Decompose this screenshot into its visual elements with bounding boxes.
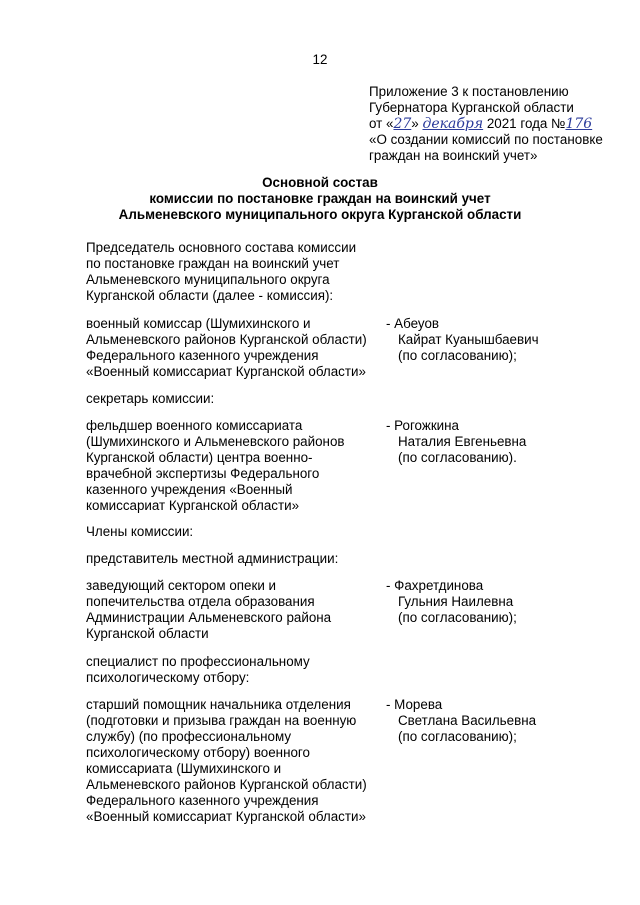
member-surname: - Морева — [386, 697, 443, 712]
position-line: комиссариат Курганской области» — [86, 498, 300, 513]
member-3-position — [86, 578, 386, 642]
secretary-heading — [86, 391, 386, 407]
appendix-line-4: «О создании комиссий по постановке — [369, 132, 603, 147]
position-line: военный комиссар (Шумихинского и — [86, 316, 311, 331]
page-number: 12 — [312, 52, 328, 67]
position-line: службу) (по профессиональному — [86, 729, 292, 744]
position-line: (подготовки и призыва граждан на военную — [86, 713, 357, 728]
position-line: Курганской области) центра военно- — [86, 450, 313, 465]
secretary-heading-text: секретарь комиссии: — [86, 391, 215, 406]
position-line: Курганской области — [86, 626, 209, 641]
appendix-line-1: Приложение 3 к постановлению — [369, 84, 569, 99]
local-admin-heading — [86, 551, 386, 567]
member-4-name — [386, 697, 636, 745]
handwritten-number: 176 — [565, 116, 593, 132]
member-1-position — [86, 316, 386, 380]
position-line: «Военный комиссариат Курганской области» — [86, 364, 366, 379]
member-4-position — [86, 697, 386, 825]
title-line-1: Основной состав — [262, 175, 378, 190]
handwritten-month: декабря — [422, 116, 484, 132]
members-heading-text: Члены комиссии: — [86, 524, 194, 539]
psych-heading-line: психологическому отбору: — [86, 670, 250, 685]
position-line: попечительства отдела образования — [86, 594, 315, 609]
appendix-line-2: Губернатора Курганской области — [369, 100, 574, 115]
position-line: (Шумихинского и Альменевского районов — [86, 434, 345, 449]
member-2-name — [386, 418, 636, 466]
chair-heading-line: по постановке граждан на воинский учет — [86, 256, 340, 271]
position-line: старший помощник начальника отделения — [86, 697, 351, 712]
document-title — [0, 175, 640, 223]
appendix-line-3 — [369, 116, 629, 132]
appendix-date-prefix: от « — [369, 116, 394, 131]
member-given-names: Кайрат Куанышбаевич — [398, 332, 539, 347]
position-line: психологическому отбору) военного — [86, 745, 310, 760]
appendix-header — [369, 84, 629, 164]
position-line: казенного учреждения «Военный — [86, 482, 293, 497]
position-line: комиссариата (Шумихинского и — [86, 761, 282, 776]
position-line: Администрации Альменевского района — [86, 610, 332, 625]
appendix-date-mid: » — [411, 116, 423, 131]
local-admin-heading-text: представитель местной администрации: — [86, 551, 339, 566]
position-line: Федерального казенного учреждения — [86, 793, 319, 808]
member-note: (по согласованию). — [398, 450, 517, 465]
member-note: (по согласованию); — [398, 729, 517, 744]
member-3-name — [386, 578, 636, 626]
position-line: заведующий сектором опеки и — [86, 578, 277, 593]
position-line: Альменевского районов Курганской области) — [86, 777, 367, 792]
position-line: врачебной экспертизы Федерального — [86, 466, 320, 481]
member-1-name — [386, 316, 636, 364]
appendix-year: 2021 года № — [483, 116, 566, 131]
members-heading — [86, 524, 386, 540]
member-given-names: Наталия Евгеньевна — [398, 434, 527, 449]
title-line-3: Альменевского муниципального округа Курганской области — [118, 207, 522, 222]
position-line: фельдшер военного комиссариата — [86, 418, 303, 433]
member-surname: - Фахретдинова — [386, 578, 484, 593]
position-line: Альменевского районов Курганской области) — [86, 332, 367, 347]
psych-heading-line: специалист по профессиональному — [86, 654, 310, 669]
member-2-position — [86, 418, 386, 514]
chair-heading-line: Альменевского муниципального округа — [86, 272, 330, 287]
member-surname: - Абеуов — [386, 316, 440, 331]
appendix-line-5: граждан на воинский учет» — [369, 148, 538, 163]
chair-heading-line: Председатель основного состава комиссии — [86, 240, 357, 255]
member-given-names: Светлана Васильевна — [398, 713, 537, 728]
chair-heading — [86, 240, 386, 304]
chair-heading-line: Курганской области (далее - комиссия): — [86, 288, 334, 303]
member-note: (по согласованию); — [398, 348, 517, 363]
handwritten-day: 27 — [393, 116, 412, 132]
position-line: «Военный комиссариат Курганской области» — [86, 809, 366, 824]
position-line: Федерального казенного учреждения — [86, 348, 319, 363]
psych-heading — [86, 654, 386, 686]
member-surname: - Рогожкина — [386, 418, 459, 433]
member-given-names: Гульния Наилевна — [398, 594, 514, 609]
title-line-2: комиссии по постановке граждан на воинский учет — [149, 191, 491, 206]
member-note: (по согласованию); — [398, 610, 517, 625]
